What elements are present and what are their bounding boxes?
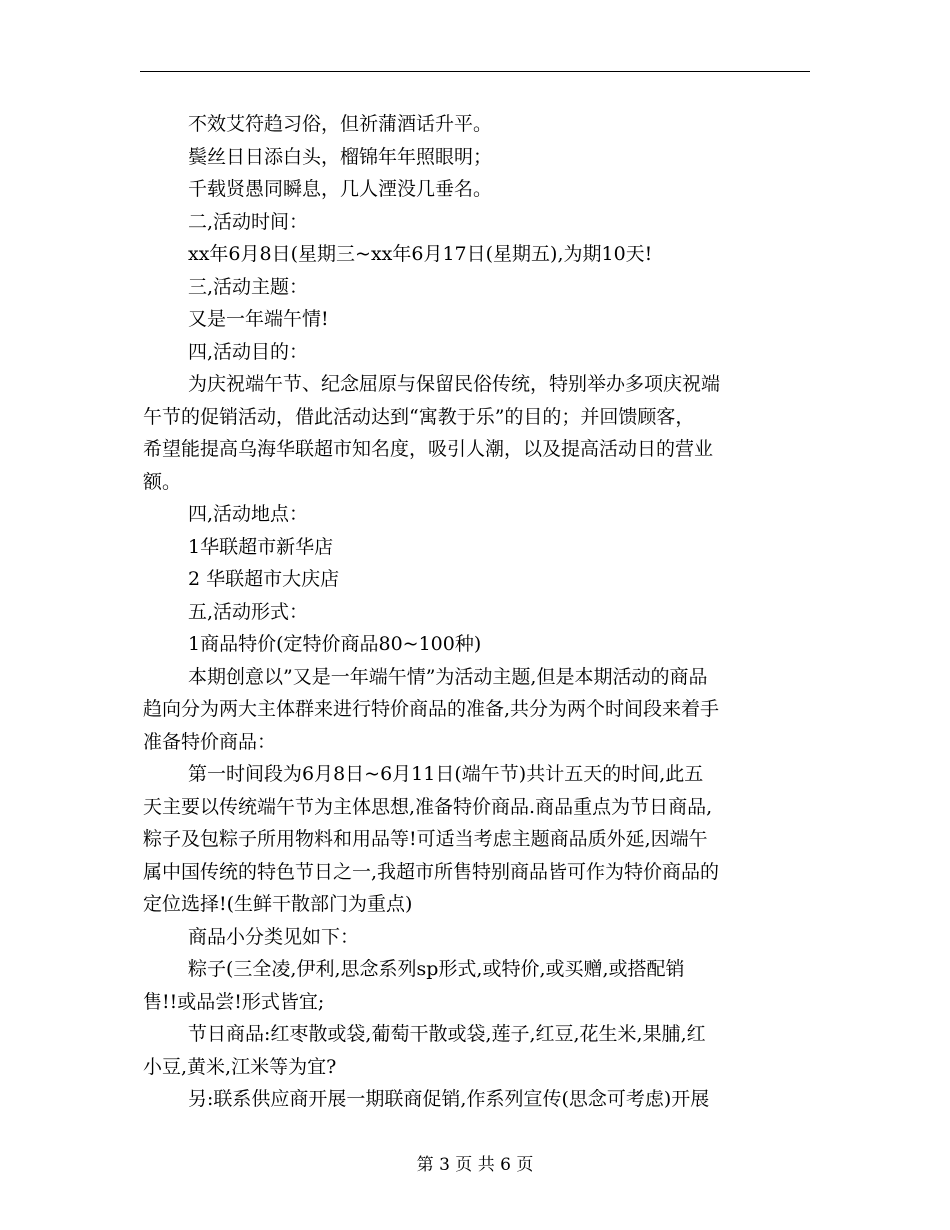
text-line: 另:联系供应商开展一期联商促销,作系列宣传(思念可考虑)开展 bbox=[188, 1088, 710, 1110]
text-line: 三,活动主题： bbox=[188, 275, 309, 298]
text-line: 商品小分类见如下： bbox=[188, 925, 360, 948]
text-line: 节日商品:红枣散或袋,葡萄干散或袋,莲子,红豆,花生米,果脯,红 bbox=[188, 1023, 706, 1045]
document-body bbox=[143, 108, 807, 1116]
text-line: 四,活动目的： bbox=[188, 340, 309, 363]
text-line: 鬓丝日日添白头，榴锦年年照眼明； bbox=[188, 145, 493, 168]
text-line: 额。 bbox=[143, 470, 182, 493]
text-line: 不效艾符趋习俗，但祈蒲酒话升平。 bbox=[188, 113, 493, 135]
text-line: 四,活动地点： bbox=[188, 503, 309, 525]
text-line: 为庆祝端午节、纪念屈原与保留民俗传统，特别举办多项庆祝端 bbox=[188, 373, 721, 395]
text-line: xx年6月8日(星期三~xx年6月17日(星期五),为期10天! bbox=[188, 243, 653, 265]
text-line: 粽子及包粽子所用物料和用品等!可适当考虑主题商品质外延,因端午 bbox=[143, 828, 708, 850]
text-line: 午节的促销活动，借此活动达到“寓教于乐”的目的；并回馈顾客， bbox=[143, 405, 695, 428]
text-line: 定位选择!(生鲜干散部门为重点) bbox=[143, 893, 413, 915]
text-line: 1商品特价(定特价商品80~100种) bbox=[188, 633, 482, 655]
text-line: 2 华联超市大庆店 bbox=[188, 568, 340, 590]
text-line: 售!!或品尝!形式皆宜; bbox=[143, 990, 325, 1013]
text-line: 属中国传统的特色节日之一,我超市所售特别商品皆可作为特价商品的 bbox=[143, 860, 720, 883]
text-line: 本期创意以”又是一年端午情”为活动主题,但是本期活动的商品 bbox=[188, 665, 708, 688]
page-footer: 第 3 页 共 6 页 bbox=[416, 1155, 534, 1175]
text-line: 二,活动时间： bbox=[188, 210, 309, 233]
text-line: 又是一年端午情! bbox=[188, 308, 329, 330]
text-line: 1华联超市新华店 bbox=[188, 535, 334, 558]
text-line: 准备特价商品： bbox=[143, 730, 277, 753]
text-line: 五,活动形式： bbox=[188, 600, 309, 623]
header-rule bbox=[140, 71, 810, 72]
text-line: 第一时间段为6月8日~6月11日(端午节)共计五天的时间,此五 bbox=[188, 763, 704, 785]
text-line: 趋向分为两大主体群来进行特价商品的准备,共分为两个时间段来着手 bbox=[143, 698, 720, 720]
text-line: 天主要以传统端午节为主体思想,准备特价商品.商品重点为节日商品, bbox=[143, 795, 713, 818]
text-line: 小豆,黄米,江米等为宜? bbox=[143, 1055, 337, 1078]
text-line: 粽子(三全凌,伊利,思念系列sp形式,或特价,或买赠,或搭配销 bbox=[188, 958, 685, 980]
text-line: 千载贤愚同瞬息，几人湮没几垂名。 bbox=[188, 178, 493, 200]
text-line: 希望能提高乌海华联超市知名度，吸引人潮，以及提高活动日的营业 bbox=[143, 438, 714, 460]
